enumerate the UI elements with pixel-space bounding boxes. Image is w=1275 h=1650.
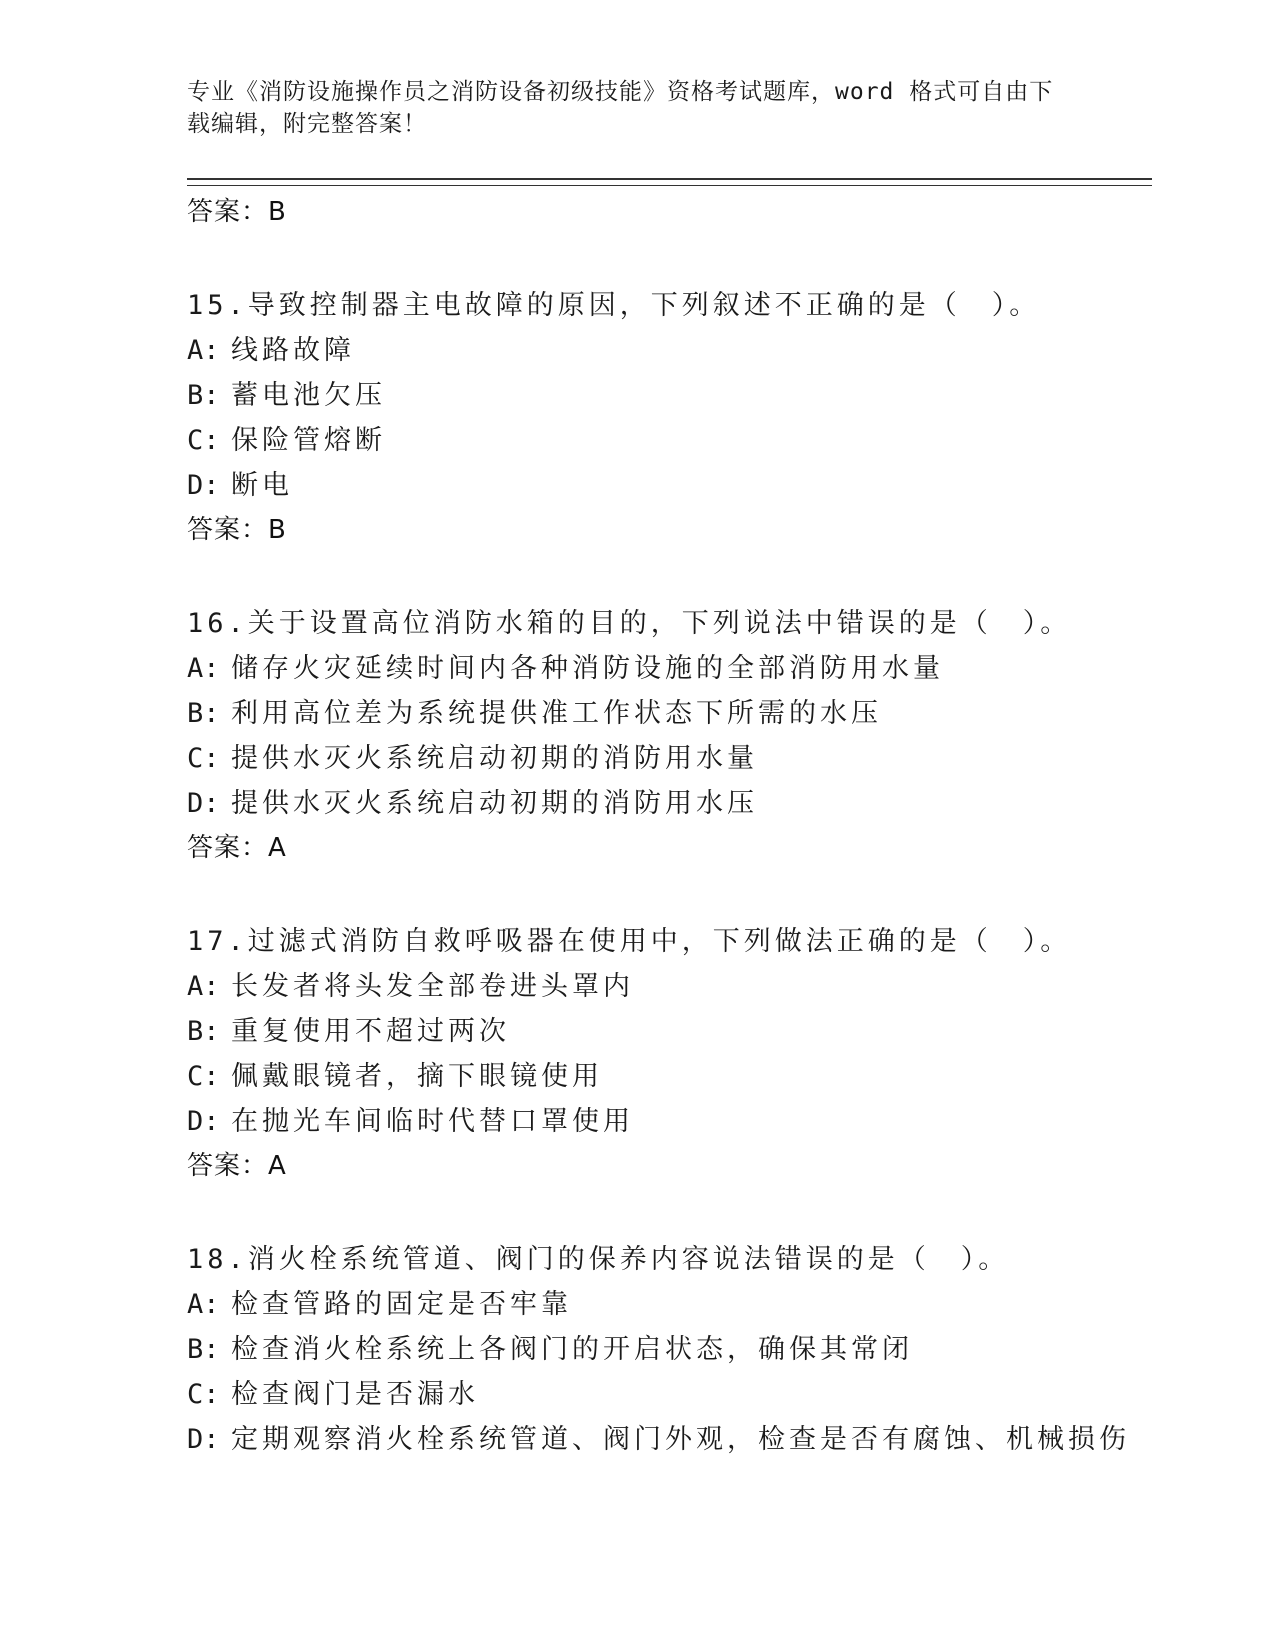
header-divider [187, 178, 1152, 186]
document-header [187, 76, 1067, 140]
header-line-2: 载编辑，附完整答案！ [187, 111, 427, 137]
option-text: 检查管路的固定是否牢靠 [231, 1289, 572, 1320]
option-c [187, 418, 1152, 463]
option-text: 定期观察消火栓系统管道、阀门外观，检查是否有腐蚀、机械损伤 [231, 1424, 1130, 1455]
option-letter: C: [187, 1379, 220, 1410]
option-d [187, 463, 1152, 508]
option-letter: D: [187, 788, 220, 819]
question-item [187, 601, 1152, 871]
option-letter: B: [187, 698, 220, 729]
option-d [187, 1417, 1152, 1462]
answer-label: 答案：A [187, 833, 287, 863]
option-letter: A: [187, 1289, 220, 1320]
option-letter: B: [187, 1016, 220, 1047]
header-line-1: 专业《消防设施操作员之消防设备初级技能》资格考试题库，word 格式可自由下 [187, 79, 1054, 105]
option-letter: D: [187, 1106, 220, 1137]
answer-label: 答案：B [187, 515, 287, 545]
option-text: 保险管熔断 [231, 425, 386, 456]
option-text: 提供水灭火系统启动初期的消防用水量 [231, 743, 758, 774]
option-text: 检查阀门是否漏水 [231, 1379, 479, 1410]
question-item [187, 1237, 1152, 1462]
option-text: 佩戴眼镜者，摘下眼镜使用 [231, 1061, 603, 1092]
option-a [187, 646, 1152, 691]
question-list [187, 190, 1152, 1462]
option-text: 断电 [231, 470, 293, 501]
option-b [187, 691, 1152, 736]
option-a [187, 1282, 1152, 1327]
option-b [187, 1327, 1152, 1372]
question-stem: 15.导致控制器主电故障的原因，下列叙述不正确的是（ ）。 [187, 290, 1041, 321]
question-stem: 18.消火栓系统管道、阀门的保养内容说法错误的是（ ）。 [187, 1244, 1010, 1275]
option-letter: D: [187, 1424, 220, 1455]
question-stem: 16.关于设置高位消防水箱的目的，下列说法中错误的是（ ）。 [187, 608, 1072, 639]
option-text: 检查消火栓系统上各阀门的开启状态，确保其常闭 [231, 1334, 913, 1365]
option-c [187, 736, 1152, 781]
option-a [187, 964, 1152, 1009]
option-text: 储存火灾延续时间内各种消防设施的全部消防用水量 [231, 653, 944, 684]
option-letter: C: [187, 743, 220, 774]
option-text: 蓄电池欠压 [231, 380, 386, 411]
option-letter: A: [187, 653, 220, 684]
option-letter: B: [187, 1334, 220, 1365]
question-item [187, 283, 1152, 553]
option-d [187, 1099, 1152, 1144]
option-b [187, 373, 1152, 418]
option-text: 长发者将头发全部卷进头罩内 [231, 971, 634, 1002]
option-letter: D: [187, 470, 220, 501]
option-text: 利用高位差为系统提供准工作状态下所需的水压 [231, 698, 882, 729]
question-item [187, 919, 1152, 1189]
answer-label: 答案：A [187, 1151, 287, 1181]
option-letter: A: [187, 971, 220, 1002]
option-d [187, 781, 1152, 826]
option-letter: B: [187, 380, 220, 411]
option-text: 在抛光车间临时代替口罩使用 [231, 1106, 634, 1137]
option-a [187, 328, 1152, 373]
option-text: 重复使用不超过两次 [231, 1016, 510, 1047]
option-letter: C: [187, 425, 220, 456]
answer-label: 答案：B [187, 197, 287, 227]
option-text: 提供水灭火系统启动初期的消防用水压 [231, 788, 758, 819]
option-letter: C: [187, 1061, 220, 1092]
option-text: 线路故障 [231, 335, 355, 366]
option-letter: A: [187, 335, 220, 366]
question-stem: 17.过滤式消防自救呼吸器在使用中，下列做法正确的是（ ）。 [187, 926, 1072, 957]
option-c [187, 1372, 1152, 1417]
option-b [187, 1009, 1152, 1054]
option-c [187, 1054, 1152, 1099]
